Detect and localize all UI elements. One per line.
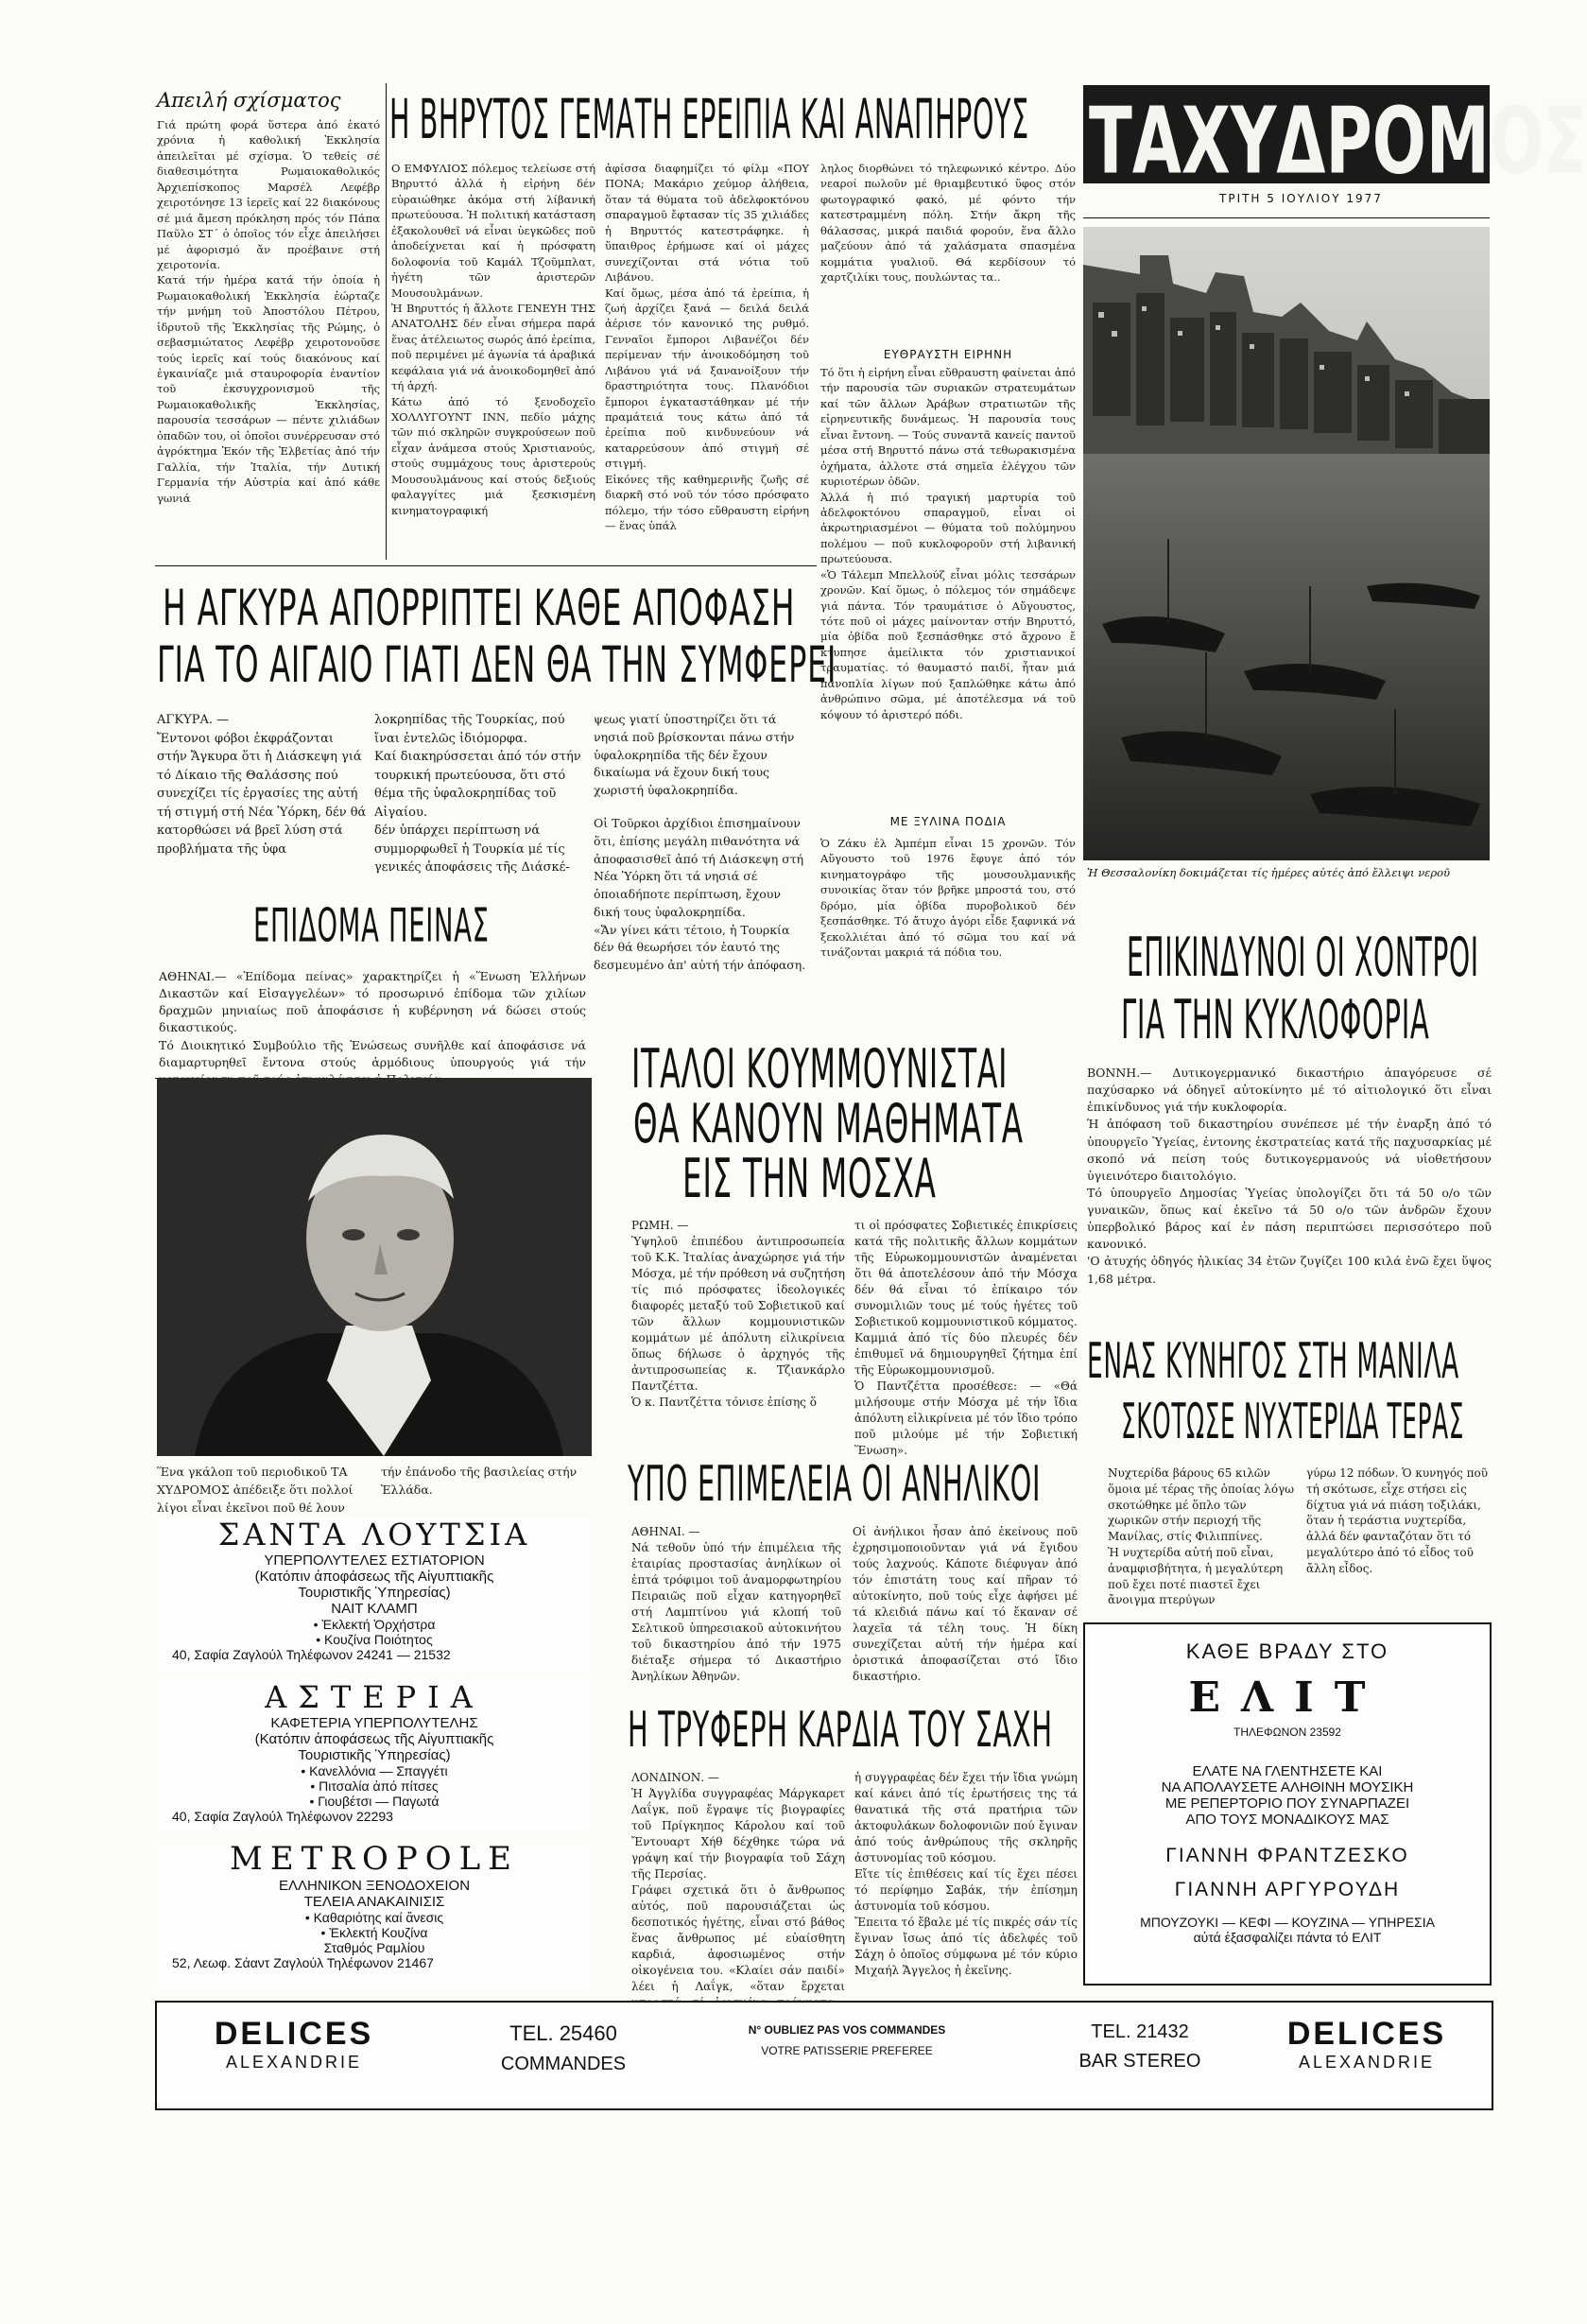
ad-delices-tel1-block [469, 2021, 658, 2075]
ad-asteria-line5: • Πιτσαλία ἀπό πίτσες [310, 1778, 439, 1794]
ad-asteria-line6: • Γιουβέτσι — Παγωτά [309, 1794, 440, 1809]
masthead-date: ΤΡΙΤΗ 5 ΙΟΥΛΙΟΥ 1977 [1219, 192, 1383, 205]
beirut-col2: ἀφίσσα διαφημίζει τό φίλμ «ΠΟΥ ΠΟΝΑ; Μακάριο χεύμορ ἀλήθεια, ὅταν τά θύματα τοῦ ἀδελφοκτόνου σπαραγμοῦ ἔφτασαν τίς 35 χιλιάδες ἡ Βηρυττός κατεστράφηκε. ἡ ὕπαιθρος ἐρήμωσε καί οἱ μάχες συνεχίζονται στά νότια τοῦ Λιβάνου. Καί ὅμως, μέσα ἀπό τά ἐρείπια, ἡ ζωή ἀρχίζει ξανά — δειλά δειλά ἀέρισε τόν κανονικό της ρυθμό. Γενναῖοι ἔμποροι Λιβανέζοι δέν περίμεναν τήν ἀνοικοδόμηση τοῦ Λιβάνου γιά νά ξανανοίξουν τήν δραστηριότητα τους. Πλανόδιοι ἔμποροι ἐγκαταστάθηκαν μέ τήν πραμάτειά τους κάτω ἀπό τά ἐρείπια ποῦ κινδυνεύουν νά καταρρεύσουν ἀπό στιγμή σέ στιγμή. Εἰκόνες τῆς καθημερινῆς ζωῆς σέ διαρκῆ στό νοῦ τόν τόσο πρόσφατο πόλεμο, τήν τόσο εὔθραυστη εἰρήνη — ἕνας ὑπάλ [605, 162, 809, 533]
ad-santa-lucia-line3: Τουριστικῆς Ὑπηρεσίας) [298, 1585, 451, 1601]
ad-metropole [157, 1840, 592, 1991]
ad-delices-right-city: ALEXANDRIE [1298, 2053, 1436, 2072]
ad-delices-center-line1: N° OUBLIEZ PAS VOS COMMANDES [748, 2023, 946, 2037]
beirut-rule [155, 565, 817, 566]
chontroi-title-2: ΓΙΑ ΤΗΝ ΚΥΚΛΟΦΟΡΙΑ [1121, 989, 1430, 1052]
kynigos-col1: Νυχτερίδα βάρους 65 κιλῶν ὅμοια μέ τέρας τῆς ὁποίας λόγω σκοτώθηκε μέ ὅπλο τῶν χωρικῶν στήν περιοχή τῆς Μανίλας, στίς Φιλιππίνες. Ἡ νυχτερίδα αὐτή ποῦ εἶναι, ἀναμφισβήτητα, ἡ μεγαλύτερη ποῦ ἔχει ποτέ πιαστεῖ ἔχει ἄνοιγμα πτερύγων [1108, 1466, 1295, 1607]
agkyra-title-1: Η ΑΓΚΥΡΑ ΑΠΟΡΡΙΠΤΕΙ ΚΑΘΕ ΑΠΟΦΑΣΗ [163, 579, 796, 637]
chontroi-body: ΒΟΝΝΗ.— Δυτικογερμανικό δικαστήριο ἀπαγόρευσε σέ παχύσαρκο νά ὁδηγεῖ αὐτοκίνητο μέ τό αἰτιολογικό ὅτι εἶναι ἐπικίνδυνος γιά τήν κυκλοφορία. Ἡ ἀπόφαση τοῦ δικαστηρίου συνέπεσε μέ τήν ἐναρξη ἀπό τό ὑπουργεῖο Ὑγείας, ἐντονης ἐκστρατείας κατά τῆς παχυσαρκίας μέ σκοπό νά πείση τούς δυτικογερμανούς νά υἱοθετήσουν ὑγιεινότερο διαιτολόγιο. Τό ὑπουργεῖο Δημοσίας Ὑγείας ὑπολογίζει ὅτι τά 50 ο/ο τῶν γυναικῶν, ὅπως καί ἐκεῖνο τά 50 ο/ο τῶν ἀνδρῶν ἔχουν ὑπερβολικό βάρος καί ἐν πάση περιπτώσει περισσότερο ποῦ κανονικό. 'Ο ἀτυχής ὁδηγός ἡλικίας 34 ἐτῶν ζυγίζει 100 κιλά ἐνῶ ἔχει ὕψος 1,68 μέτρα. [1087, 1066, 1492, 1286]
ad-elit-line2: ΕΛΑΤΕ ΝΑ ΓΛΕΝΤΗΣΕΤΕ ΚΑΙ [1192, 1763, 1383, 1779]
beirut-subhead2: ΜΕ ΞΥΛΙΝΑ ΠΟΔΙΑ [889, 815, 1007, 828]
italoi-title-1: ΙΤΑΛΟΙ ΚΟΥΜΜΟΥΝΙΣΤΑΙ [631, 1038, 1009, 1101]
ad-elit-singer2: ΓΙΑΝΝΗ ΑΡΓΥΡΟΥΔΗ [1174, 1879, 1401, 1900]
ad-asteria [157, 1679, 592, 1836]
ad-delices-center [705, 2023, 989, 2057]
beirut-subhead: ΕΥΘΡΑΥΣΤΗ ΕΙΡΗΝΗ [883, 348, 1013, 361]
ad-delices-left [204, 2016, 384, 2073]
kardia-title: Η ΤΡΥΦΕΡΗ ΚΑΡΔΙΑ ΤΟΥ ΣΑΧΗ [628, 1702, 1053, 1759]
ad-elit [1083, 1622, 1492, 1986]
kynigos-col2: γύρω 12 πόδων. Ὁ κυνηγός ποῦ τή σκότωσε, εἶχε στήσει εἰς δίχτυα γιά νά πιάση τοξιλάκι, ὅταν ἡ τεράστια νυχτερίδα, ἀλλά δέν φανταζόταν ὅτι τό μεγαλύτερο ἀπό τό εἶδος τοῦ ἄλλη εἶδος. [1306, 1466, 1488, 1575]
ad-santa-lucia-line2: (Κατόπιν ἀποφάσεως τῆς Αἰγυπτιακῆς [254, 1569, 494, 1585]
ad-asteria-line4: • Κανελλόνια — Σπαγγέτι [301, 1763, 448, 1778]
ad-delices [155, 2001, 1493, 2110]
ad-delices-tel2-block [1045, 2021, 1234, 2073]
harbor-photo-caption: Ἡ Θεσσαλονίκη δοκιμάζεται τίς ἡμέρες αὐτές ἀπό ἔλλειψι νεροῦ [1087, 866, 1451, 879]
ad-delices-right-name: DELICES [1286, 2016, 1447, 2052]
agkyra-title-2: ΓΙΑ ΤΟ ΑΙΓΑΙΟ ΓΙΑΤΙ ΔΕΝ ΘΑ ΤΗΝ ΣΥΜΦΕΡΕΙ [157, 635, 837, 694]
beirut-col3b: Τό ὅτι ἡ εἰρήνη εἶναι εὔθραυστη φαίνεται ἀπό τήν παρουσία τῶν συριακῶν στρατευμάτων καί τῶν ἄλλων Ἀράβων στρατιωτῶν τῆς εἰρηνευτικῆς δυνάμεως. Ἡ παρουσία τους εἶναι ἔντονη. — Τούς συναντᾶ κανείς παντοῦ μέσα στή Βηρυττό πάνω στά τεθωρακισμένα ὀχήματα, ἀλλοτε στά σημεῖα ἐλέγχου τῶν κυριοτέρων ὁδῶν. Ἀλλά ἡ πιό τραγική μαρτυρία τοῦ ἀδελφοκτόνου σπαραγμοῦ, εἶναι οἱ ἀκρωτηριασμένοι — θύματα τοῦ πολύμηνου πολέμου — ποῦ κυκλοφοροῦν στή λιβανική πρωτεύουσα. «Ὁ Τάλεμπ Μπελλούζ εἶναι μόλις τεσσάρων χρονῶν. Καί ὅμως, ὁ πόλεμος τόν σημάδεψε γιά πάντα. Τόν τραυμάτισε ὁ Αὔγουστος, τότε ποῦ οἱ μάχες μαίνονταν στήν Βηρυττό, μία ὀβίδα ποῦ ξεσπάσθηκε στό ἄχρονο ἔ κτυπησε ἀμείλικτα τόν χριστιανικοί τραυματίας. τό θαυμαστό παιδί, ἦταν μιά πανοπλία λίγων πού ξαπλώθηκε κάτω ἀπό ἀνθρώπινο σῶμα, μέ ἀποτέλεσμα νά τοῦ κόψουν τό ἀριστερό πόδι. [820, 366, 1076, 721]
ad-delices-center-line2: VOTRE PATISSERIE PREFEREE [761, 2044, 933, 2057]
italoi-col2: τι οἱ πρόσφατες Σοβιετικές ἐπικρίσεις κατά τῆς πολιτικῆς ἄλλων κομμάτων τῆς Εὐρωκομμουνιστῶν ἀναμένεται ὅτι θά ἀποτελέσουν ἀπό τήν Μόσχα δέν θά εἶναι τό ἐπίκαιρο τόν συνομιλιῶν τους μέ τούς ἡγέτες τοῦ Σοβιετικοῦ κομμουνιστικοῦ κόμματος. Καμμιά ἀπό τίς δύο πλευρές δέν ἐπιθυμεῖ νά δημιουργηθεῖ ζήτημα ἐπί τῆς Εὐρωκομμουνισμοῦ. Ὁ Παντζέττα προσέθεσε: — «Θά μιλήσουμε στήν Μόσχα μέ τήν ἴδια ἀπόλυτη εἰλικρίνεια μέ τόν ἴδιο τρόπο ποῦ μιλούμε μέ τήν Σοβιετική Ἕνωση». [854, 1219, 1078, 1458]
italoi-title-3: ΕΙΣ ΤΗΝ ΜΟΣΧΑ [682, 1148, 937, 1211]
ad-delices-commandes: COMMANDES [500, 2054, 627, 2074]
beirut-col3: ληλος διορθώνει τό τηλεφωνικό κέντρο. Δύο νεαροί πωλοῦν μέ θριαμβευτικό ὕφος στόν φωτογραφικό φακό, μέ φόντο τήν κατεστραμμένη πόλη. Στήν ἄκρη τῆς θάλασσας, μικρά παιδιά φορούν, ἕνα ἄλλο μαζεύουν ἀπό τά χαλάσματα σπασμένα κομμάτια γυαλιοῦ. Θά κερδίσουν τό χαρτζιλίκι τους, πουλώντας τα.. [820, 162, 1076, 285]
ad-santa-lucia-line7: 40, Σαφία Ζαγλούλ Τηλέφωνον 24241 — 21532 [172, 1647, 451, 1662]
ad-elit-line5: ΑΠΟ ΤΟΥΣ ΜΟΝΑΔΙΚΟΥΣ ΜΑΣ [1185, 1812, 1389, 1828]
ad-metropole-name: METROPOLE [230, 1840, 519, 1878]
beirut-title: Η ΒΗΡΥΤΟΣ ΓΕΜΑΤΗ ΕΡΕΙΠΙΑ ΚΑΙ ΑΝΑΠΗΡΟΥΣ [389, 87, 1029, 151]
agkyra-col3: ψεως γιατί ὑποστηρίζει ὅτι τά νησιά ποῦ βρίσκονται πάνω στήν ὑφαλοκρηπίδα τῆς δέν ἔχουν δικαίωμα νά ἔχουν δική τους χωριστή ὑφαλοκρηπίδα. [594, 712, 795, 797]
portrait-image [157, 1078, 592, 1456]
ad-elit-line4: ΜΕ ΡΕΠΕΡΤΟΡΙΟ ΠΟΥ ΣΥΝΑΡΠΑΖΕΙ [1164, 1795, 1410, 1812]
ad-asteria-line7: 40, Σαφία Ζαγλούλ Τηλέφωνον 22293 [172, 1809, 393, 1824]
schism-title: Απειλή σχίσματος [157, 89, 341, 112]
agkyra-col3b: Οἱ Τοῦρκοι ἀρχίδιοι ἐπισημαίνουν ὅτι, ἐπίσης μεγάλη πιθανότητα νά ἀποφασισθεῖ ἀπό τή Διάσκεψη στή Νέα Ὑόρκη ὅτι τά νησιά σέ ὁποιαδήποτε περίπτωση, ἔχουν δική τους ὑφαλοκρηπίδα. «Ἄν γίνει κάτι τέτοιο, ἡ Τουρκία δέν θά θεωρήσει τόν ἑαυτό της δεσμευμένο ἀπ' αὐτή τήν ἀπόφαση. [594, 816, 806, 972]
ad-asteria-line1: ΚΑΦΕΤΕΡΙΑ ΥΠΕΡΠΟΛΥΤΕΛΗΣ [270, 1715, 478, 1731]
ad-santa-lucia-name: ΣΑΝΤΑ ΛΟΥΤΣΙΑ [217, 1517, 531, 1552]
ad-santa-lucia-line1: ΥΠΕΡΠΟΛΥΤΕΛΕΣ ΕΣΤΙΑΤΟΡΙΟΝ [264, 1552, 485, 1569]
ad-elit-line6: ΜΠΟΥΖΟΥΚΙ — ΚΕΦΙ — ΚΟΥΖΙΝΑ — ΥΠΗΡΕΣΙΑ [1140, 1915, 1435, 1930]
ad-elit-phone: ΤΗΛΕΦΩΝΟΝ 23592 [1233, 1726, 1341, 1739]
anilikoi-title: ΥΠΟ ΕΠΙΜΕΛΕΙΑ ΟΙ ΑΝΗΛΙΚΟΙ [628, 1456, 1042, 1513]
epidoma-title: ΕΠΙΔΟΜΑ ΠΕΙΝΑΣ [253, 898, 490, 953]
italoi-col1: ΡΩΜΗ. — Ὑψηλοῦ ἐπιπέδου ἀντιπροσωπεία τοῦ Κ.Κ. Ἰταλίας ἀναχώρησε γιά τήν Μόσχα, μέ τήν πρόθεση νά συζητήση τίς πιό πρόσφατες ἰδεολογικές διαφορές μεταξύ τοῦ Σοβιετικοῦ καί τῶν ἄλλων κομμουνιστικῶν κομμάτων μέ ἀπόλυτη εἰλικρίνεια ὅπως δήλωσε ὁ ἀρχηγός τῆς ἀντιπροσωπείας κ. Τζιανκάρλο Παντζέττα. Ὁ κ. Παντζέττα τόνισε ἐπίσης ὅ [631, 1219, 845, 1410]
ad-elit-line1: ΚΑΘΕ ΒΡΑΔΥ ΣΤΟ [1185, 1639, 1389, 1663]
masthead-title: ΤΑΧΥΔΡΟΜΟΣ [1089, 89, 1587, 196]
beirut-col1: Ο ΕΜΦΥΛΙΟΣ πόλεμος τελείωσε στή Βηρυττό ἀλλά ἡ εἰρήνη δέν εὐραιώθηκε ἀκόμα στή λίβανική πρωτεύουσα. Ἡ πολιτική κατάσταση ἐξακολουθεῖ νά εἶναι ὑεγκῶδες ποῦ ἀποδείχνεται καί ἡ πρόσφατη δολοφονία τοῦ Καμάλ Τζοῦμπλατ, ἡγέτη τῶν ἀριστερῶν Μουσουλμάνων. Ἡ Βηρυττός ἡ ἄλλοτε ΓΕΝΕΥΗ ΤΗΣ ΑΝΑΤΟΛΗΣ δέν εἶναι σήμερα παρά ἕνας ἀτέλειωτος σωρός ἀπό ἐρείπια, ποῦ περιμένει μέ ἀγωνία τά ἀραβικά κεφάλαια γιά νά ἀνοικοδομηθεῖ ἀπό τή ἀρχή. Κάτω ἀπό τό ξενοδοχεῖο ΧΟΛΛΥΓΟΥΝΤ ΙΝΝ, πεδίο μάχης τῶν πιό σκληρῶν συγκρούσεων ποῦ εἶχαν ἀνάμεσα στούς Χριστιανούς, στούς συμμάχους τους ἀριστερούς Μουσουλμάνους καί στούς δεξιούς φαλαγγίτες μιά ξεσκισμένη κινηματογραφική [391, 162, 595, 517]
ad-metropole-line5: Σταθμός Ραμλίου [323, 1940, 425, 1955]
chontroi-title-1: ΕΠΙΚΙΝΔΥΝΟΙ ΟΙ ΧΟΝΤΡΟΙ [1127, 927, 1479, 990]
ad-delices-left-name: DELICES [214, 2016, 374, 2052]
ad-delices-right [1272, 2016, 1461, 2073]
schism-rule [386, 83, 387, 560]
ad-delices-left-city: ALEXANDRIE [225, 2053, 363, 2072]
ad-asteria-line3: Τουριστικῆς Ὑπηρεσίας) [298, 1747, 451, 1763]
ad-metropole-line2: ΤΕΛΕΙΑ ΑΝΑΚΑΙΝΙΣΙΣ [303, 1894, 445, 1910]
portrait-photo [157, 1078, 592, 1456]
agkyra-col2: λοκρηπίδας τῆς Τουρκίας, πού ἴναι ἐντελῶς ἰδιόμορφα. Καί διακηρύσσεται ἀπό τόν στήν τουρκική πρωτεύουσα, ὅτι στό θέμα τῆς ὑφαλοκρηπίδας τοῦ Αἰγαίου. δέν ὑπάρχει περίπτωση νά συμμορφωθεῖ ἡ Τουρκία μέ τίς γενικές ἀποφάσεις τῆς Διάσκέ- [374, 713, 581, 875]
ad-elit-singer1: ΓΙΑΝΝΗ ΦΡΑΝΤΖΕΣΚΟ [1165, 1845, 1409, 1866]
ad-metropole-line3: • Καθαριότης καί ἄνεσις [304, 1910, 444, 1925]
masthead [1083, 85, 1587, 196]
anilikoi-col1: ΑΘΗΝΑΙ. — Νά τεθοῦν ὑπό τήν ἐπιμέλεια τῆς ἑταιρίας προστασίας ἀνηλίκων οἱ ἑπτά τρόφιμοι τοῦ ἀναμορφωτηρίου Πειραιῶς ποῦ εἶχαν κατηγορηθεῖ στή Λαμπτίνου γιά κλοπή τοῦ Σελτικοῦ ὑπηρεσιακοῦ αὐτοκινήτου τοῦ δικαστηρίου ἀπό τήν 1975 διέταξε σήμερα τό Δικαστήριο Ἀνηλίκων Ἀθηνῶν. [631, 1525, 841, 1684]
ad-delices-tel1: TEL. 25460 [509, 2021, 617, 2045]
kardia-col1: ΛΟΝΔΙΝΟΝ. — Ἡ Ἀγγλίδα συγγραφέας Μάργκαρετ Λαΐγκ, ποῦ ἔγραψε τίς βιογραφίες τοῦ Πρίγκηπος Κάρολου καί τοῦ Ἔντουαρτ Χήθ δέχθηκε τώρα νά γράψη καί τήν βιογραφία τοῦ Σάχη τῆς Περσίας. Γράφει σχετικά ὅτι ὁ ἄνθρωπος αὐτός, ποῦ παρουσιάζεται ὡς δεσποτικός ἡγέτης, εἶναι στό βάθος ἕνας ἄνθρωπος μέ εὐαίσθητη καρδιά, ἀφοσιωμένος στήν οἰκογένεια του. «Κλαίει σάν παιδί» λέει ἡ Λαΐγκ, «ὅταν ἔρχεται [631, 1771, 845, 1994]
ad-santa-lucia-line5: • Ἐκλεκτή Ὀρχήστρα [313, 1617, 436, 1632]
ad-delices-bar: BAR STEREO [1078, 2051, 1201, 2072]
kynigos-title-1: ΕΝΑΣ ΚΥΝΗΓΟΣ ΣΤΗ ΜΑΝΙΛΑ [1087, 1333, 1459, 1390]
kardia-col2: ἡ συγγραφέας δέν ἔχει τήν ἴδια γνώμη καί κάνει ἀπό τίς ἐρωτήσεις της τά θανατικά τῆς στά πρατήρια τῶν ἀκτοφυλάκων δολοφονιῶν πού ἔγιναν ἀπό τούς ἀνθρώπους τῆς σκληρῆς ἀστυνομίας τοῦ κόσμου. Εἴτε τίς ἐπιθέσεις καί τίς ἔχει πέσει τό περίφημο Σαβάκ, τήν ἐπίσημη ἀστυνομία τοῦ κόσμου. Ἔπειτα τό ἔβαλε μέ τίς πικρές σάν τίς ἔγιναν ἴσως ἀπό τίς ἀδελφές τοῦ Σάχη ὁ ὁποῖος σύμφωνα μέ τόν κύριο Μιχαήλ Ἄγγελος ἡ ἐκεῖνης. [854, 1771, 1078, 1978]
portrait-caption: Ἕνα γκάλοπ τοῦ περιοδικοῦ ΤΑ ΧΥΔΡΟΜΟΣ ἀπέδειξε ὅτι πολλοί λίγοι εἶναι ἐκεῖνοι ποῦ θέ λουν τήν ἐπάνοδο τῆς βασιλείας στήν Ἑλλάδα. [157, 1465, 578, 1515]
harbor-image [1083, 227, 1490, 860]
epidoma-body: ΑΘΗΝΑΙ.— «Ἐπίδομα πείνας» χαρακτηρίζει ἡ «Ἕνωση Ἑλλήνων Δικαστῶν καί Εἰσαγγελέων» τό προσωρινό ἐπίδομα τῶν χιλίων δραχμῶν μηνιαίως ποῦ ἀποφάσισε ἡ κυβέρνηση νά δώσει στούς δικαστικούς. Τό Διοικητικό Συμβούλιο τῆς Ἑνώσεως συνῆλθε καί ἀποφάσισε νά διαμαρτυρηθεῖ ἔντονα στούς ἁρμόδιους ὑπουργούς γιά τήν [159, 969, 586, 1069]
harbor-photo [1083, 227, 1490, 860]
ad-santa-lucia-line4: ΝΑΙΤ ΚΛΑΜΠ [331, 1601, 418, 1617]
ad-santa-lucia-line6: • Κουζίνα Ποιότητος [316, 1632, 433, 1647]
kynigos-title-2: ΣΚΟΤΩΣΕ ΝΥΧΤΕΡΙΔΑ ΤΕΡΑΣ [1121, 1394, 1465, 1450]
ad-delices-tel2: TEL. 21432 [1091, 2021, 1189, 2042]
ad-elit-line7: αὐτά ἐξασφαλίζει πάντα τό ΕΛΙΤ [1193, 1930, 1382, 1945]
anilikoi-col2: Οἱ ἀνήλικοι ἦσαν ἀπό ἐκείνους ποῦ ἐχρησιμοποιοῦνταν γιά νά ἔγιδου τούς λαχνούς. Κάποτε διέφυγαν ἀπό τόν ἐπιστάτη τους καί πῆραν τό αὐτοκίνητο, ποῦ τούς εἶχε ἀφήσει μέ τά κλειδιά πάνω καί τό ἔκαναν σέ λαχεῖα τά τέλη τους. Ἡ δίκη συνεχίζεται αὐτή τήν ἡμέρα καί ὀριστικά ἀποφασίζεται στό ἴδιο δικαστήριο. [853, 1525, 1078, 1684]
italoi-title-2: ΘΑ ΚΑΝΟΥΝ ΜΑΘΗΜΑΤΑ [633, 1093, 1024, 1156]
ad-metropole-line1: ΕΛΛΗΝΙΚΟΝ ΞΕΝΟΔΟΧΕΙΟΝ [278, 1878, 471, 1894]
schism-body: Γιά πρώτη φορά ὕστερα ἀπό ἑκατό χρόνια ἡ καθολική Ἐκκλησία ἀπειλεῖται μέ σχίσμα. Ὁ τεθείς σέ διαθεσιμότητα Ρωμαιοκαθολικός Ἀρχιεπίσκοπος Μαρσέλ Λεφέβρ χειροτόνησε 13 ἱερεῖς καί 22 διακόνους σέ μιά ἄμεση πρόκληση πρός τόν Πάπα Παῦλο ΣΤ΄ ὁ ὁποῖος τόν εἶχε ἀπειλήσει μέ ἀφορισμό ἄν προέβαινε στή χειροτονία. Κατά τήν ἡμέρα κατά τήν ὁποία ἡ Ρωμαιοκαθολική Ἐκκλησία ἑώρταζε τήν μνήμη τοῦ Ἀποστόλου Πέτρου, ἱδρυτοῦ τῆς Ἐκκλησίας τῆς Ρώμης, ὁ σεβασμιώτατος Λεφέβρ χειροτονοῦσε τούς ἱερεῖς καί τούς διακόνους καί ἐγκαινίαζε μιά σταυροφορία ἐναντίον τοῦ ἐκσυγχρονισμοῦ τῆς Ρωμαιοκαθολικῆς Ἐκκλησίας, παρουσία τεσσάρων — πέντε χιλιάδων ὀπαδῶν του, οἱ ὁποῖοι συνέρρευσαν στό ἀγρόκτημα Ἐκόν τῆς Ἐλβετίας ἀπό τήν Γαλλία, τήν Ἰταλία, τήν Δυτική Γερμανία τήν Αὐστρία καί ἀπό κάθε γωνιά [157, 118, 380, 505]
ad-asteria-line2: (Κατόπιν ἀποφάσεως τῆς Αἰγυπτιακῆς [254, 1731, 494, 1747]
ad-santa-lucia [157, 1517, 592, 1674]
beirut-col3c: Ὁ Ζάκυ ἐλ Ἀμπέμπ εἶναι 15 χρονῶν. Τόν Αὔγουστο τοῦ 1976 ἔφυγε ἀπό τόν κινηματογράφο τῆς μουσουλμανικῆς συνοικίας ὅταν τόν βρῆκε μπροστά του, στό δρόμο, μία ὀβίδα πυροβολικοῦ δέν ξεσπάσθηκε. Τό ἄτυχο ἀγόρι εἶδε ξαφνικά νά ξεκολλιέται ἀπό τό σῶμα του καί νά τινάζονται μακριά τά πόδια του. [820, 837, 1076, 960]
masthead-rule [1083, 217, 1490, 218]
ad-metropole-line4: • Ἐκλεκτή Κουζίνα [320, 1925, 428, 1940]
ad-metropole-line6: 52, Λεωφ. Σάαντ Ζαγλούλ Τηλέφωνον 21467 [172, 1955, 434, 1970]
ad-elit-name: ΕΛΙΤ [1188, 1674, 1387, 1722]
ad-elit-line3: ΝΑ ΑΠΟΛΑΥΣΕΤΕ ΑΛΗΘΙΝΗ ΜΟΥΣΙΚΗ [1161, 1779, 1414, 1795]
agkyra-col1: ΑΓΚΥΡΑ. — Ἔντονοι φόβοι ἐκφράζονται στήν Ἄγκυρα ὅτι ἡ Διάσκεψη γιά τό Δίκαιο τῆς Θαλάσσης πού συνεχίζει τίς ἐργασίες της αὐτή τή στιγμή στή Νέα Ὑόρκη, δέν θά κατορθώσει νά βρεῖ λύση στά προβλήματα τῆς ὑφα [157, 713, 367, 857]
ad-asteria-name: ΑΣΤΕΡΙΑ [265, 1679, 484, 1715]
